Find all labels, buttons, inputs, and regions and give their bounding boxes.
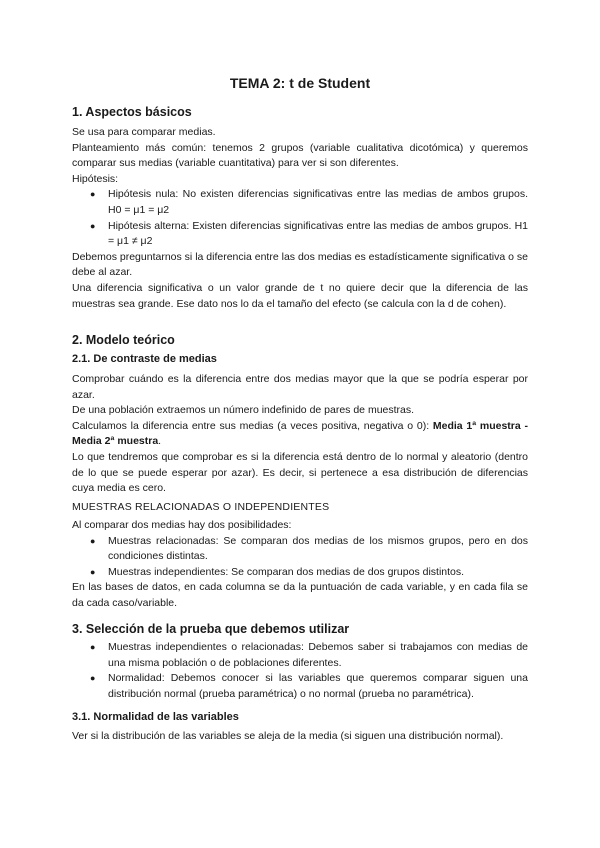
section-1-heading: 1. Aspectos básicos bbox=[72, 105, 192, 119]
bullet-icon: ● bbox=[90, 535, 96, 546]
paragraph: Al comparar dos medias hay dos posibilidades: bbox=[72, 519, 292, 531]
paragraph: En las bases de datos, en cada columna se da la puntuación de cada variable, y en cada fila se da cada caso/variable. bbox=[72, 581, 528, 609]
list-item bbox=[72, 187, 528, 218]
paragraph: Lo que tendremos que comprobar es si la diferencia está dentro de lo normal y aleatorio (dentro de lo que se puede esperar por azar). Es decir, si pertenece a esa distribución de diferencias cuya media es cero. bbox=[72, 450, 528, 495]
list-item-text: Hipótesis nula: No existen diferencias significativas entre las medias de ambos grupos. H0 = μ1 = μ2 bbox=[108, 188, 528, 216]
list-item bbox=[72, 534, 528, 565]
section-2-heading: 2. Modelo teórico bbox=[72, 333, 175, 347]
paragraph: Ver si la distribución de las variables se aleja de la media (si siguen una distribución normal). bbox=[72, 730, 504, 742]
bullet-icon: ● bbox=[90, 673, 96, 684]
list-item-text: Muestras independientes: Se comparan dos medias de dos grupos distintos. bbox=[108, 565, 465, 578]
paragraph: Se usa para comparar medias. bbox=[72, 126, 216, 138]
list-item-text: Muestras relacionadas: Se comparan dos medias de los mismos grupos, pero en dos condiciones distintas. bbox=[108, 534, 528, 563]
paragraph: De una población extraemos un número indefinido de pares de muestras. bbox=[72, 404, 415, 417]
list-item-text: Hipótesis alterna: Existen diferencias significativas entre las medias de ambos grupos. H1 = μ1 ≠ μ2 bbox=[108, 219, 528, 248]
section-1-body bbox=[72, 125, 528, 312]
list-item bbox=[72, 219, 528, 250]
paragraph bbox=[72, 419, 528, 450]
paragraph: Planteamiento más común: tenemos 2 grupos (variable cualitativa dicotómica) y queremos comparar sus medias (variable cuantitativa) para ver si son diferentes. bbox=[72, 141, 528, 170]
bullet-icon: ● bbox=[90, 220, 96, 231]
test-selection-list bbox=[72, 640, 528, 702]
section-3-1-body bbox=[72, 729, 528, 745]
list-item bbox=[72, 640, 528, 671]
emphasis-text: Media 1ª muestra - Media 2ª muestra bbox=[72, 419, 528, 448]
paragraph: Hipótesis: bbox=[72, 172, 119, 185]
section-3-1-heading: 3.1. Normalidad de las variables bbox=[72, 711, 239, 723]
paragraph-text: Calculamos la diferencia entre sus medias (a veces positiva, negativa o 0): bbox=[72, 419, 433, 432]
bullet-icon: ● bbox=[90, 189, 96, 200]
paragraph: Una diferencia significativa o un valor grande de t no quiere decir que la diferencia de las muestras sea grande. Ese dato nos lo da el tamaño del efecto (se calcula con la d de cohen). bbox=[72, 281, 528, 310]
bullet-icon: ● bbox=[90, 642, 96, 652]
samples-list bbox=[72, 534, 528, 581]
hypothesis-list bbox=[72, 187, 528, 249]
section-2-1-heading: 2.1. De contraste de medias bbox=[72, 353, 217, 365]
paragraph-text: . bbox=[158, 435, 162, 448]
bullet-icon: ● bbox=[90, 566, 96, 577]
paragraph: Comprobar cuándo es la diferencia entre dos medias mayor que la que se podría esperar por azar. bbox=[72, 373, 528, 401]
list-item bbox=[72, 565, 528, 581]
document-title: TEMA 2: t de Student bbox=[229, 75, 371, 91]
list-item bbox=[72, 671, 528, 702]
section-3-heading: 3. Selección de la prueba que debemos utilizar bbox=[72, 622, 350, 636]
section-3-body bbox=[72, 640, 528, 702]
section-2-body-2 bbox=[72, 518, 528, 612]
list-item-text: Muestras independientes o relacionadas: Debemos saber si trabajamos con medias de una misma población o de poblaciones diferentes. bbox=[108, 641, 528, 669]
subsection-caps-heading: MUESTRAS RELACIONADAS O INDEPENDIENTES bbox=[72, 501, 330, 513]
section-2-body bbox=[72, 372, 528, 497]
paragraph: Debemos preguntarnos si la diferencia entre las dos medias es estadísticamente significativa o se debe al azar. bbox=[72, 250, 528, 279]
list-item-text: Normalidad: Debemos conocer si las variables que queremos comparar siguen una distribución normal (prueba paramétrica) o no normal (prueba no paramétrica). bbox=[108, 672, 528, 700]
